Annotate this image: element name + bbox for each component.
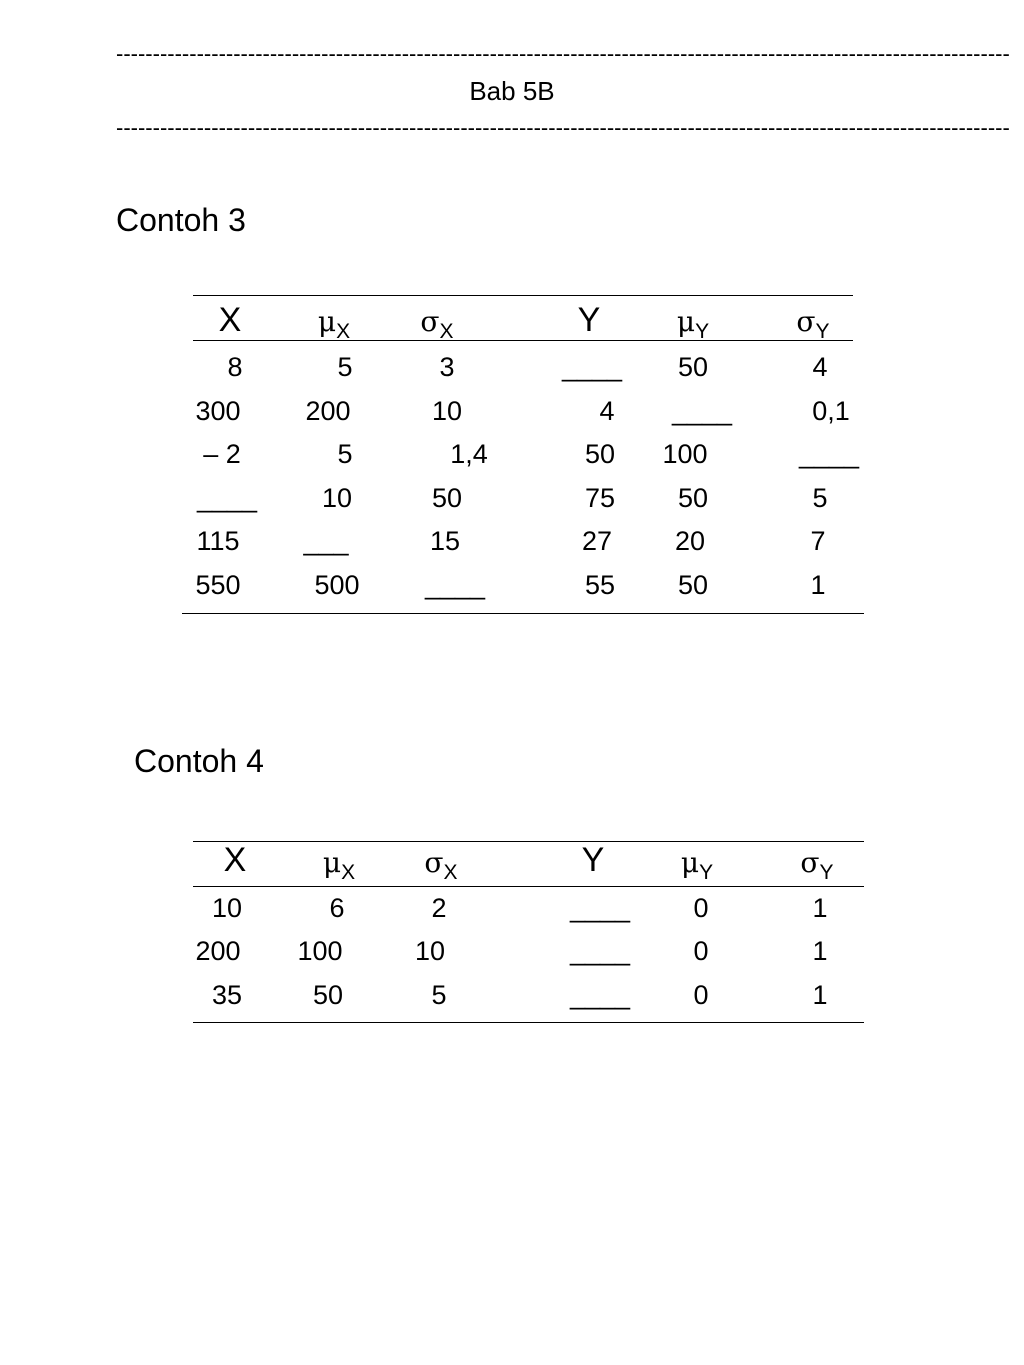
subscript-x: X [439,320,454,343]
contoh4-header-mu-x [323,845,355,886]
contoh3-cell-blank: ____ [671,396,733,426]
contoh4-cell-blank: ____ [569,980,631,1010]
contoh3-cell: 4 [599,396,615,426]
contoh4-cell: 50 [312,980,344,1010]
contoh4-cell: 2 [431,893,447,923]
contoh4-title: Contoh 4 [134,743,264,779]
contoh3-top-rule [193,295,853,296]
contoh3-cell: 500 [314,570,360,600]
contoh4-header-mu-y [681,845,713,886]
contoh4-cell-blank: ____ [569,893,631,923]
contoh3-cell: 100 [662,439,708,469]
contoh3-cell: 10 [321,483,353,513]
page-title: Bab 5B [469,76,555,106]
contoh4-top-rule [193,841,864,842]
contoh4-cell: 0 [693,893,709,923]
contoh3-header-mu-x [318,304,350,345]
contoh3-bottom-rule [182,613,864,614]
contoh4-cell: 5 [431,980,447,1010]
contoh3-cell: 550 [195,570,241,600]
contoh4-bottom-rule [193,1022,864,1023]
contoh3-cell-blank: ____ [798,439,860,469]
contoh3-cell: 200 [305,396,351,426]
contoh3-cell-blank: ____ [424,570,486,600]
subscript-x: X [336,320,351,343]
contoh3-cell: 50 [677,352,709,382]
contoh3-cell: 20 [674,526,706,556]
contoh3-cell: 75 [584,483,616,513]
contoh3-cell: 50 [584,439,616,469]
mu-symbol: μ [676,305,696,338]
contoh4-cell: 35 [211,980,243,1010]
contoh4-header-sigma-x [424,845,457,886]
contoh4-header-sigma-y [800,845,833,886]
contoh3-header-y: Y [577,301,601,339]
contoh3-cell: 300 [195,396,241,426]
contoh4-header-x: X [223,841,247,879]
contoh3-cell: 50 [677,483,709,513]
mu-symbol: μ [317,305,337,338]
contoh3-cell: – 2 [203,439,241,469]
sigma-symbol: σ [424,846,444,879]
contoh3-cell: 7 [810,526,826,556]
contoh4-header-y: Y [581,841,605,879]
contoh4-cell: 100 [297,936,343,966]
contoh3-cell: 55 [584,570,616,600]
contoh3-cell: 1 [810,570,826,600]
contoh3-header-mu-y [677,304,709,345]
contoh3-cell: 115 [196,526,240,556]
subscript-x: X [341,861,356,884]
contoh4-cell: 200 [195,936,241,966]
sigma-symbol: σ [420,305,440,338]
contoh3-cell-blank: ___ [303,526,349,556]
contoh3-header-sigma-x [420,304,453,345]
contoh3-cell: 50 [431,483,463,513]
contoh3-cell-blank: ____ [561,352,623,382]
contoh3-cell-blank: ____ [196,483,258,513]
contoh3-cell: 10 [431,396,463,426]
contoh3-cell: 0,1 [812,396,850,426]
contoh3-cell: 4 [812,352,828,382]
contoh4-cell: 1 [812,893,828,923]
subscript-x: X [443,861,458,884]
contoh3-header-sigma-y [796,304,829,345]
contoh3-cell: 5 [337,352,353,382]
subscript-y: Y [699,861,714,884]
subscript-y: Y [695,320,710,343]
contoh4-cell: 0 [693,980,709,1010]
subscript-y: Y [815,320,830,343]
contoh3-cell: 3 [439,352,455,382]
sigma-symbol: σ [800,846,820,879]
contoh4-cell: 0 [693,936,709,966]
contoh3-cell: 5 [337,439,353,469]
contoh3-cell: 8 [227,352,243,382]
contoh4-cell: 1 [812,980,828,1010]
contoh4-cell: 10 [414,936,446,966]
contoh3-cell: 15 [429,526,461,556]
contoh3-header-x: X [218,301,242,339]
header-dash-line-bottom: -------------------------------------------------------------------------------------------------------------------------- [116,115,1010,140]
contoh4-cell: 6 [329,893,345,923]
contoh3-cell: 5 [812,483,828,513]
contoh3-header-rule [193,340,853,341]
contoh4-cell: 1 [812,936,828,966]
contoh4-cell: 10 [211,893,243,923]
contoh3-cell: 50 [677,570,709,600]
contoh3-title: Contoh 3 [116,202,246,238]
mu-symbol: μ [680,846,700,879]
mu-symbol: μ [322,846,342,879]
contoh4-header-rule [193,886,864,887]
contoh4-cell-blank: ____ [569,936,631,966]
contoh3-cell: 27 [581,526,613,556]
sigma-symbol: σ [796,305,816,338]
contoh3-cell: 1,4 [450,439,488,469]
subscript-y: Y [819,861,834,884]
header-dash-line-top: -------------------------------------------------------------------------------------------------------------------------- [116,41,1010,66]
